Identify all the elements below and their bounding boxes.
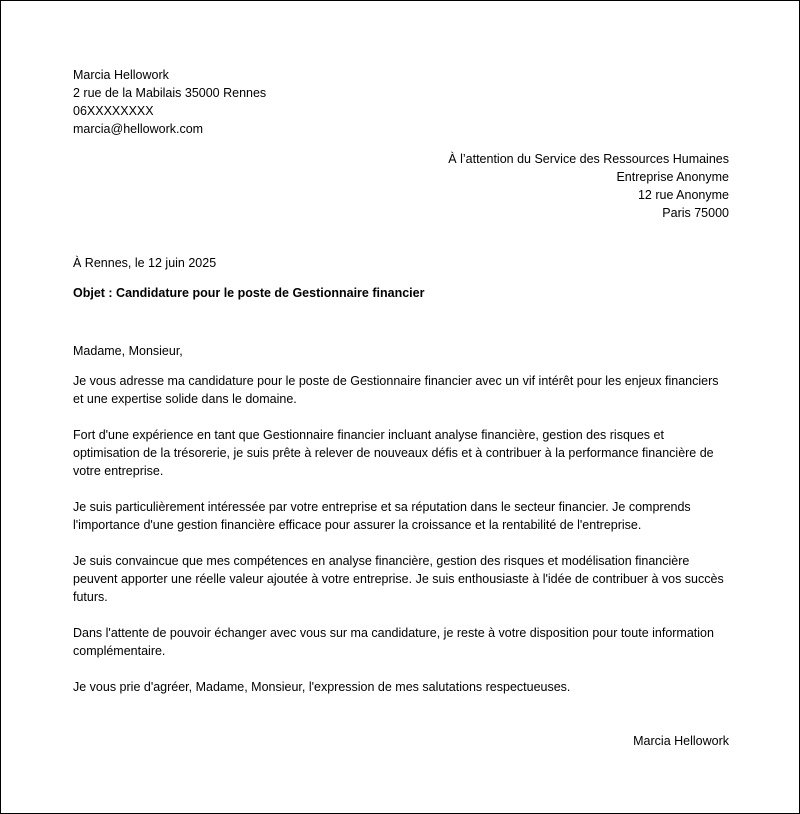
sender-email: marcia@hellowork.com xyxy=(73,122,204,136)
sender-phone: 06XXXXXXXX xyxy=(73,104,154,118)
closing-formula: Je vous prie d'agréer, Madame, Monsieur, l'expression de mes salutations respectueuses. xyxy=(73,680,571,694)
body-paragraph-4: Je suis convaincue que mes compétences en analyse financière, gestion des risques et modélisation financière peuvent apporter une réelle valeur ajoutée à votre entreprise. Je suis enthousiaste à l'idée de contribuer à vos succès futurs. xyxy=(73,554,724,604)
sender-address: 2 rue de la Mabilais 35000 Rennes xyxy=(73,86,267,100)
signature: Marcia Hellowork xyxy=(633,734,729,748)
letter-date: À Rennes, le 12 juin 2025 xyxy=(73,256,217,270)
body-paragraph-3: Je suis particulièrement intéressée par votre entreprise et sa réputation dans le secteur financier. Je comprends l'importance d'une gestion financière efficace pour assurer la croissance et la rentabilité de l'entreprise. xyxy=(73,500,691,532)
recipient-city: Paris 75000 xyxy=(662,206,729,220)
body-paragraph-1: Je vous adresse ma candidature pour le poste de Gestionnaire financier avec un vif intérêt pour les enjeux financiers et une expertise solide dans le domaine. xyxy=(73,374,719,406)
sender-block xyxy=(73,66,729,138)
letter-subject: Objet : Candidature pour le poste de Gestionnaire financier xyxy=(73,286,425,300)
body-paragraph-5: Dans l'attente de pouvoir échanger avec vous sur ma candidature, je reste à votre disposition pour toute information complémentaire. xyxy=(73,626,714,658)
body-paragraph-2: Fort d'une expérience en tant que Gestionnaire financier incluant analyse financière, gestion des risques et optimisation de la trésorerie, je suis prête à relever de nouveaux défis et à contribuer à la performance financière de votre entreprise. xyxy=(73,428,714,478)
recipient-block xyxy=(73,150,729,222)
sender-name: Marcia Hellowork xyxy=(73,68,169,82)
recipient-company: Entreprise Anonyme xyxy=(616,170,729,184)
recipient-attention: À l’attention du Service des Ressources Humaines xyxy=(448,152,729,166)
recipient-street: 12 rue Anonyme xyxy=(637,188,729,202)
salutation: Madame, Monsieur, xyxy=(73,344,183,358)
